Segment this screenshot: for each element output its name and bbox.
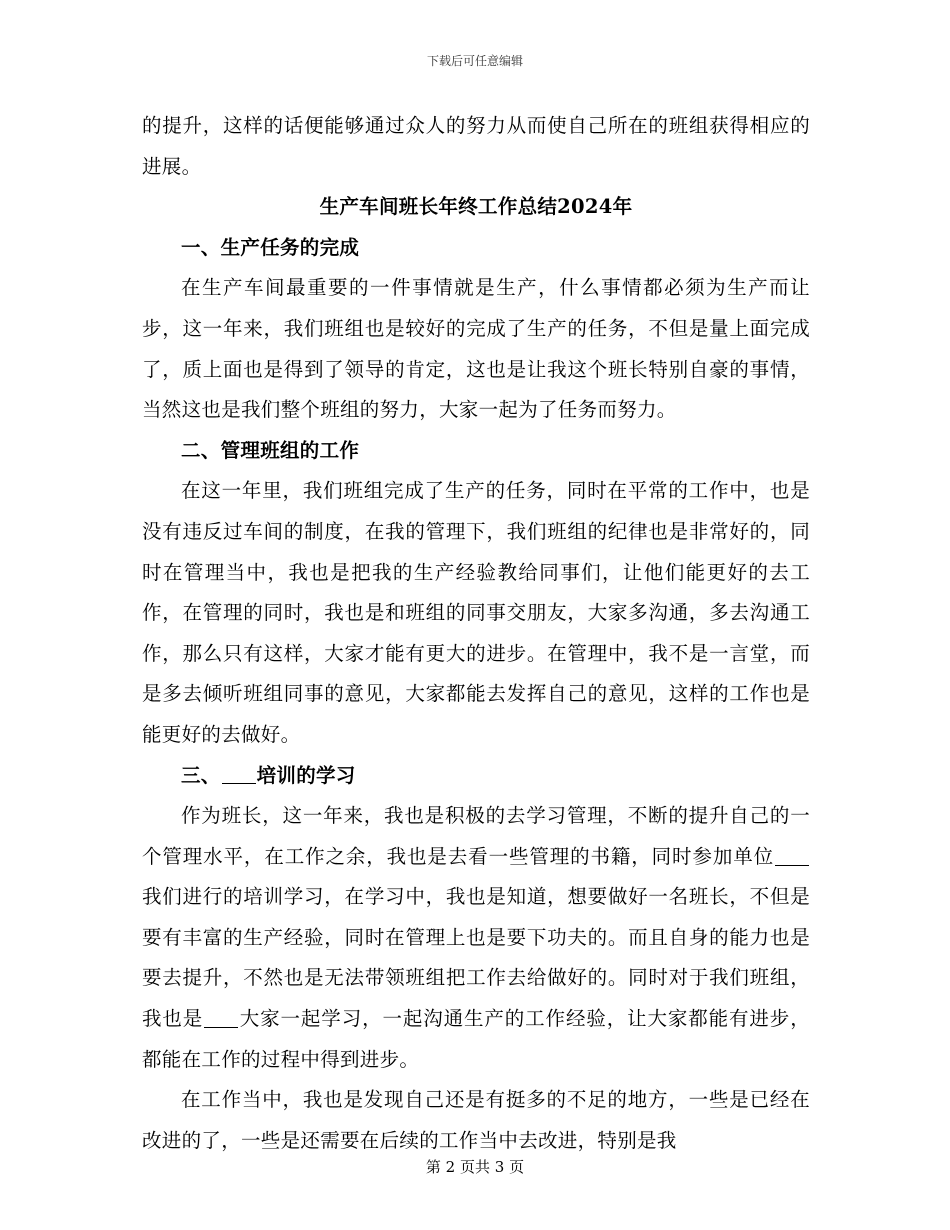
fill-blank	[222, 764, 256, 785]
paragraph: 在这一年里，我们班组完成了生产的任务，同时在平常的工作中，也是没有违反过车间的制度，在我的管理下，我们班组的纪律也是非常好的，同时在管理当中，我也是把我的生产经验教给同事们，让他们能更好的去工作，在管理的同时，我也是和班组的同事交朋友，大家多沟通，多去沟通工作，那么只有这样，大家才能有更大的进步。在管理中，我不是一言堂，而是多去倾听班组同事的意见，大家都能去发挥自己的意见，这样的工作也是能更好的去做好。	[142, 479, 810, 746]
paragraph: 在工作当中，我也是发现自己还是有挺多的不足的地方，一些是已经在改进的了，一些是还需要在后续的工作当中去改进，特别是我	[142, 1088, 810, 1152]
paragraph: 在生产车间最重要的一件事情就是生产，什么事情都必须为生产而让步，这一年来，我们班组也是较好的完成了生产的任务，不但是量上面完成了，质上面也是得到了领导的肯定，这也是让我这个班长特别自豪的事情，当然这也是我们整个班组的努力，大家一起为了任务而努力。	[142, 276, 810, 422]
page-footer: 第 2 页共 3 页	[425, 1158, 525, 1176]
text-run: 作为班长，这一年来，我也是积极的去学习管理，不断的提升自己的一个管理水平，在工作之余，我也是去看一些管理的书籍，同时参加单位	[142, 804, 810, 868]
heading-suffix: 培训的学习	[256, 763, 356, 787]
section-heading	[142, 756, 810, 797]
text-run: 大家一起学习，一起沟通生产的工作经验，让大家都能有进步，都能在工作的过程中得到进步。	[142, 1007, 810, 1071]
document-body	[142, 106, 810, 1161]
text-run: 我们进行的培训学习，在学习中，我也是知道，想要做好一名班长，不但是要有丰富的生产经验，同时在管理上也是要下功夫的。而且自身的能力也是要去提升，不然也是无法带领班组把工作去给做好的。同时对于我们班组，我也是	[142, 885, 810, 1031]
fill-blank	[204, 1007, 238, 1028]
heading-prefix: 三、	[181, 763, 221, 787]
page-header: 下载后可任意编辑	[426, 54, 523, 68]
continuation-paragraph: 的提升，这样的话便能够通过众人的努力从而使自己所在的班组获得相应的进展。	[142, 114, 810, 178]
section-heading: 一、生产任务的完成	[181, 235, 360, 259]
document-title: 生产车间班长年终工作总结2024年	[319, 195, 633, 219]
section-heading: 二、管理班组的工作	[181, 438, 360, 462]
paragraph	[142, 796, 810, 1080]
fill-blank	[775, 845, 809, 866]
